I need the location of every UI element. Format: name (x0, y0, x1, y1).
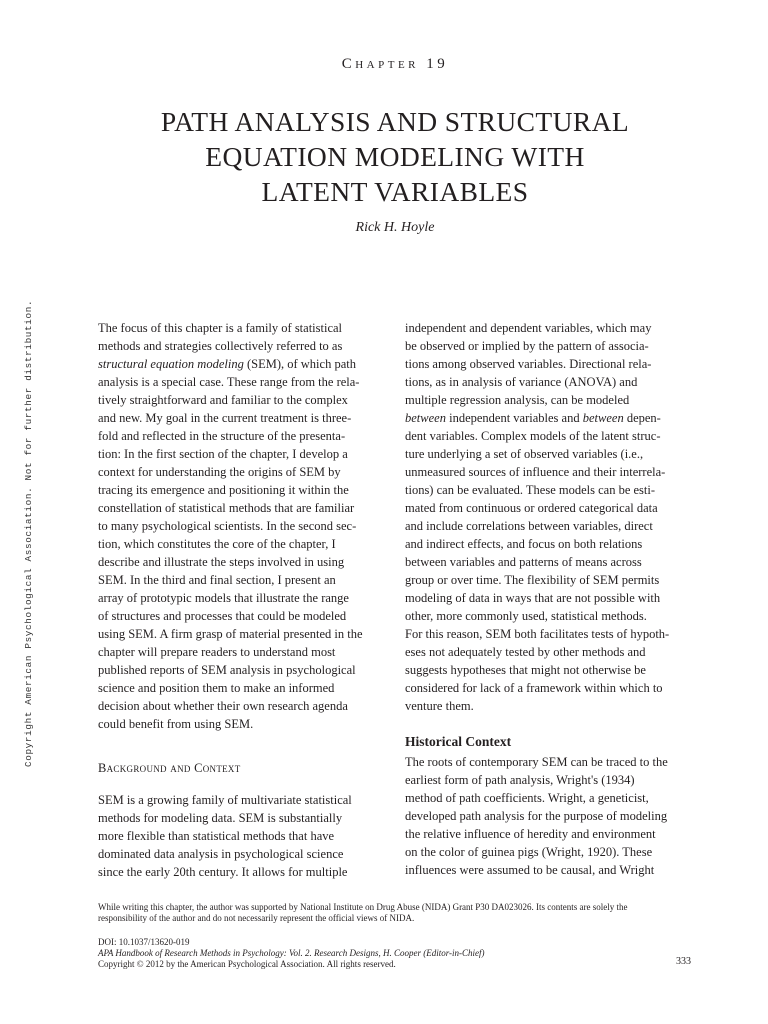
body-line: ture underlying a set of observed variables (i.e., (405, 447, 644, 461)
body-line: to many psychological scientists. In the second sec- (98, 519, 357, 533)
title-line: LATENT VARIABLES (261, 176, 529, 207)
author-name: Rick H. Hoyle (355, 220, 435, 235)
body-line: constellation of statistical methods that are familiar (98, 501, 355, 515)
body-line: For this reason, SEM both facilitates tests of hypoth- (405, 627, 670, 641)
body-line: tion, which constitutes the core of the chapter, I (98, 537, 336, 551)
body-line: suggests hypotheses that might not otherwise be (405, 663, 646, 677)
body-line: eses not adequately tested by other methods and (405, 645, 646, 659)
body-line: of structures and processes that could be modeled (98, 609, 347, 623)
body-line: be observed or implied by the pattern of associa- (405, 339, 649, 353)
body-line: since the early 20th century. It allows for multiple (98, 865, 348, 879)
right-column-text (405, 319, 695, 715)
body-line: tions) can be evaluated. These models can be esti- (405, 483, 656, 497)
body-line: group or over time. The flexibility of SEM permits (405, 573, 660, 587)
body-line: between variables and patterns of means across (405, 555, 642, 569)
body-line: tracing its emergence and positioning it within the (98, 483, 349, 497)
body-line: more flexible than statistical methods that have (98, 829, 335, 843)
publication-info (98, 937, 578, 970)
right-column-subsection-text (405, 753, 695, 879)
funding-footnote (98, 902, 698, 924)
left-column-section-text (98, 791, 386, 881)
body-line: tively straightforward and familiar to the complex (98, 393, 348, 407)
footnote-line: responsibility of the author and do not necessarily represent the official views of NIDA. (98, 913, 415, 923)
section-heading-background: Background and Context (98, 761, 241, 775)
body-line: tions among observed variables. Directional rela- (405, 357, 652, 371)
body-line: method of path coefficients. Wright, a geneticist, (405, 791, 649, 805)
body-line: chapter will prepare readers to understand most (98, 645, 336, 659)
body-line: structural equation modeling (SEM), of which path (98, 357, 356, 371)
body-line: methods for modeling data. SEM is substantially (98, 811, 343, 825)
body-line: and include correlations between variables, direct (405, 519, 653, 533)
side-copyright-notice: Copyright American Psychological Association. Not for further distribution. (23, 300, 34, 768)
body-line: earliest form of path analysis, Wright's (1934) (405, 773, 635, 787)
body-line: tion: In the first section of the chapter, I develop a (98, 447, 348, 461)
chapter-title (0, 104, 768, 209)
body-line: independent and dependent variables, which may (405, 321, 652, 335)
body-line: decision about whether their own research agenda (98, 699, 348, 713)
body-line: published reports of SEM analysis in psychological (98, 663, 356, 677)
body-line: array of prototypic models that illustrate the range (98, 591, 349, 605)
body-line: analysis is a special case. These range from the rela- (98, 375, 360, 389)
body-line: and new. My goal in the current treatment is three- (98, 411, 352, 425)
copyright-line: Copyright © 2012 by the American Psychological Association. All rights reserved. (98, 959, 396, 969)
body-line: venture them. (405, 699, 474, 713)
body-line: modeling of data in ways that are not possible with (405, 591, 661, 605)
page-number: 333 (676, 956, 691, 967)
body-line: mated from continuous or ordered categorical data (405, 501, 658, 515)
body-line: developed path analysis for the purpose of modeling (405, 809, 668, 823)
title-line: EQUATION MODELING WITH (205, 141, 585, 172)
citation: APA Handbook of Research Methods in Psychology: Vol. 2. Research Designs, H. Cooper (Editor-in-Chief) (98, 948, 485, 958)
body-line: multiple regression analysis, can be modeled (405, 393, 630, 407)
body-line: and indirect effects, and focus on both relations (405, 537, 643, 551)
subsection-heading-historical-context: Historical Context (405, 734, 512, 749)
doi: DOI: 10.1037/13620-019 (98, 937, 190, 947)
body-line: The roots of contemporary SEM can be traced to the (405, 755, 668, 769)
body-line: SEM. In the third and final section, I present an (98, 573, 336, 587)
body-line: could benefit from using SEM. (98, 717, 254, 731)
body-line: dent variables. Complex models of the latent struc- (405, 429, 661, 443)
body-line: dominated data analysis in psychological science (98, 847, 344, 861)
chapter-label: Chapter 19 (341, 56, 449, 72)
body-line: influences were assumed to be causal, and Wright (405, 863, 655, 877)
body-line: tions, as in analysis of variance (ANOVA) and (405, 375, 638, 389)
body-line: The focus of this chapter is a family of statistical (98, 321, 343, 335)
body-line: on the color of guinea pigs (Wright, 1920). These (405, 845, 653, 859)
body-line: the relative influence of heredity and environment (405, 827, 656, 841)
body-line: SEM is a growing family of multivariate statistical (98, 793, 352, 807)
body-line: context for understanding the origins of SEM by (98, 465, 341, 479)
body-line: other, more commonly used, statistical methods. (405, 609, 647, 623)
title-line: PATH ANALYSIS AND STRUCTURAL (160, 106, 630, 137)
footnote-line: While writing this chapter, the author was supported by National Institute on Drug Abuse (NIDA) Grant P30 DA023026. Its contents are solely the (98, 902, 628, 912)
body-line: describe and illustrate the steps involved in using (98, 555, 345, 569)
body-line: using SEM. A firm grasp of material presented in the (98, 627, 363, 641)
body-line: fold and reflected in the structure of the presenta- (98, 429, 346, 443)
body-line: science and position them to make an informed (98, 681, 335, 695)
body-line: methods and strategies collectively referred to as (98, 339, 343, 353)
body-line: considered for lack of a framework within which to (405, 681, 663, 695)
body-line: unmeasured sources of influence and their interrela- (405, 465, 666, 479)
body-line: between independent variables and between depen- (405, 411, 661, 425)
left-column-intro (98, 319, 386, 733)
